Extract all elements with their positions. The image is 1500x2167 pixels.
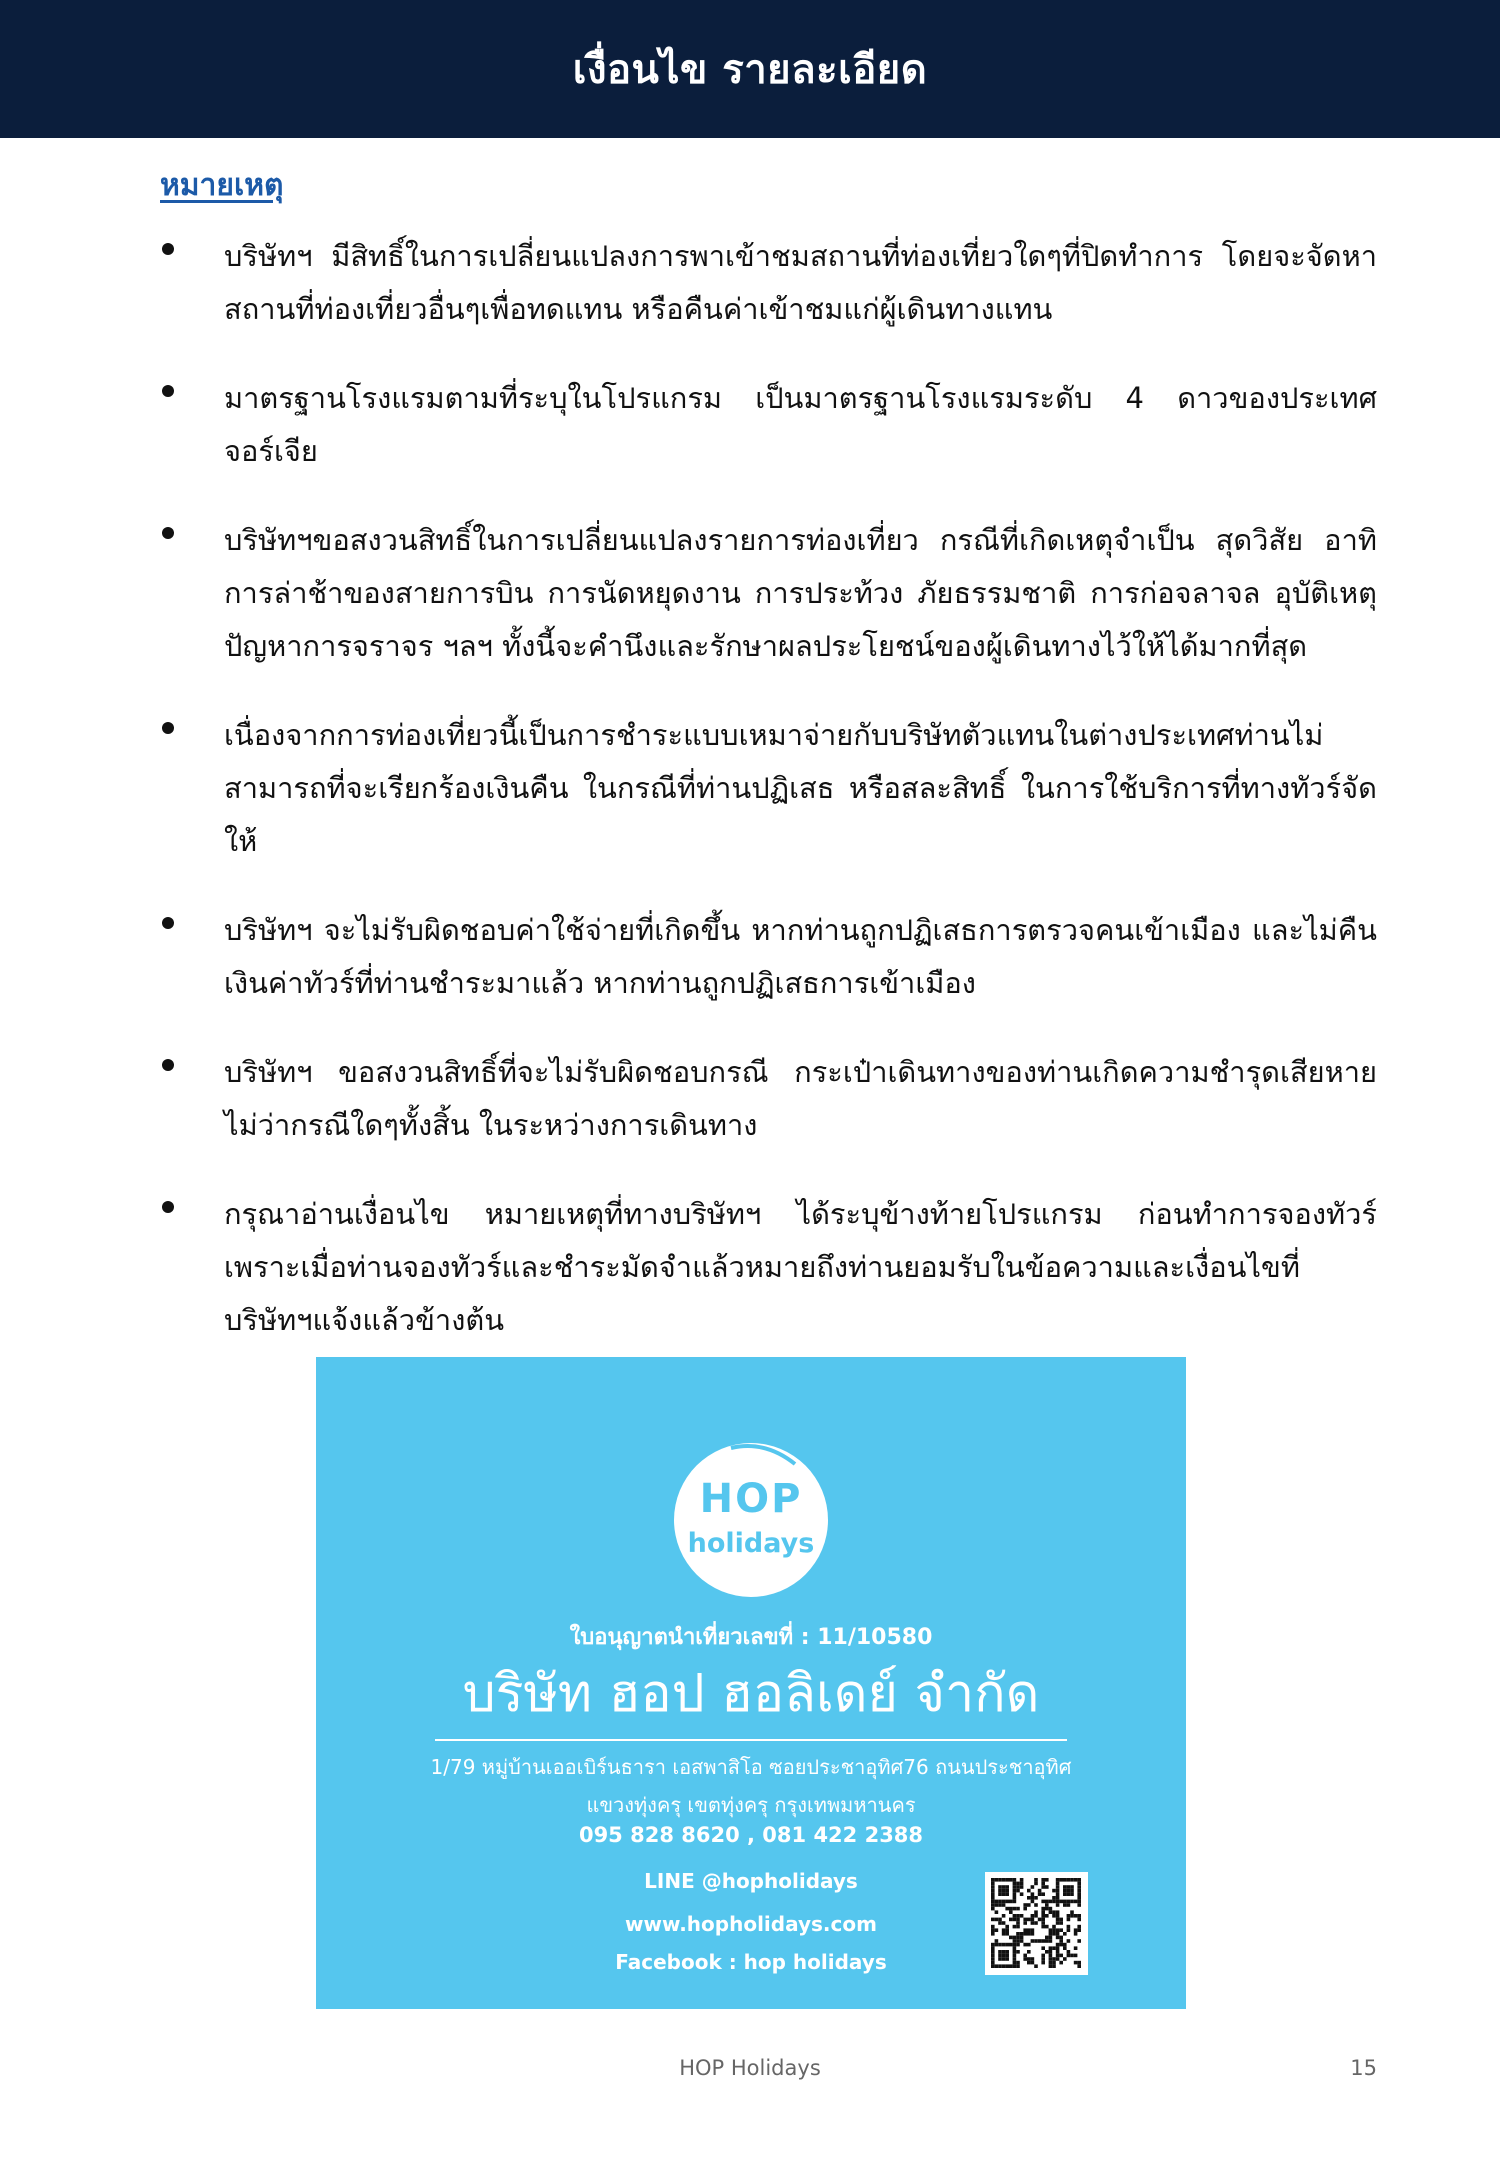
line-id: LINE @hopholidays [644,1869,858,1893]
address-line-2: แขวงทุ่งครุ เขตทุ่งครุ กรุงเทพมหานคร [586,1793,916,1817]
list-item [160,230,1377,336]
list-item [160,1188,1377,1347]
bullet-dot-icon [162,243,174,255]
list-item [160,514,1377,673]
list-item-text: บริษัทฯ จะไม่รับผิดชอบค่าใช้จ่ายที่เกิดขึ้น หากท่านถูกปฏิเสธการตรวจคนเข้าเมือง และไม่คืนเงินค่าทัวร์ที่ท่านชำระมาแล้ว หากท่านถูกปฏิเสธการเข้าเมือง [224,913,1377,1000]
list-item [160,372,1377,478]
bullet-dot-icon [162,917,174,929]
address-line-1: 1/79 หมู่บ้านเออเบิร์นธารา เอสพาสิโอ ซอยประชาอุทิศ76 ถนนประชาอุทิศ [430,1755,1072,1779]
list-item [160,1046,1377,1152]
note-list [160,230,1377,1383]
license-number: ใบอนุญาตนำเที่ยวเลขที่ : 11/10580 [569,1625,933,1650]
phone-numbers: 095 828 8620 , 081 422 2388 [578,1823,924,1847]
list-item [160,904,1377,1010]
bullet-dot-icon [162,1201,174,1213]
qr-code-icon [985,1872,1088,1975]
hop-holidays-logo [673,1442,829,1598]
list-item-text: กรุณาอ่านเงื่อนไข หมายเหตุที่ทางบริษัทฯ ได้ระบุข้างท้ายโปรแกรม ก่อนทำการจองทัวร์ เพราะเมื่อท่านจองทัวร์และชำระมัดจำแล้วหมายถึงท่านยอมรับในข้อความและเงื่อนไขที่บริษัทฯแจ้งแล้วข้างต้น [224,1197,1377,1337]
divider [435,1739,1067,1741]
logo-holidays-text: holidays [687,1528,815,1559]
bullet-dot-icon [162,527,174,539]
note-heading: หมายเหตุ [160,168,284,203]
page-title: เงื่อนไข รายละเอียด [572,47,928,93]
logo-hop-text: HOP [699,1476,803,1522]
facebook-link[interactable]: Facebook : hop holidays [615,1950,887,1974]
footer-brand: HOP Holidays [679,2056,821,2080]
bullet-dot-icon [162,385,174,397]
list-item-text: เนื่องจากการท่องเที่ยวนี้เป็นการชำระแบบเหมาจ่ายกับบริษัทตัวแทนในต่างประเทศท่านไม่สามารถที่จะเรียกร้องเงินคืน ในกรณีที่ท่านปฏิเสธ หรือสละสิทธิ์ ในการใช้บริการที่ทางทัวร์จัดให้ [224,718,1377,858]
list-item-text: มาตรฐานโรงแรมตามที่ระบุในโปรแกรม เป็นมาตรฐานโรงแรมระดับ 4 ดาวของประเทศจอร์เจีย [224,381,1377,468]
list-item-text: บริษัทฯ ขอสงวนสิทธิ์ที่จะไม่รับผิดชอบกรณี กระเป๋าเดินทางของท่านเกิดความชำรุดเสียหาย ไม่ว่ากรณีใดๆทั้งสิ้น ในระหว่างการเดินทาง [224,1055,1377,1142]
bullet-dot-icon [162,1059,174,1071]
page-header [0,0,1500,138]
website-link[interactable]: www.hopholidays.com [625,1912,877,1936]
company-name: บริษัท ฮอป ฮอลิเดย์ จำกัด [462,1664,1040,1724]
list-item-text: บริษัทฯขอสงวนสิทธิ์ในการเปลี่ยนแปลงรายการท่องเที่ยว กรณีที่เกิดเหตุจำเป็น สุดวิสัย อาทิ การล่าช้าของสายการบิน การนัดหยุดงาน การประท้วง ภัยธรรมชาติ การก่อจลาจล อุบัติเหตุ ปัญหาการจราจร ฯลฯ ทั้งนี้จะคำนึงและรักษาผลประโยชน์ของผู้เดินทางไว้ให้ได้มากที่สุด [224,523,1377,663]
list-item [160,709,1377,868]
page-number: 15 [1350,2056,1377,2080]
company-card [316,1357,1186,2009]
qr-code-image [985,1872,1088,1975]
bullet-dot-icon [162,722,174,734]
list-item-text: บริษัทฯ มีสิทธิ์ในการเปลี่ยนแปลงการพาเข้าชมสถานที่ท่องเที่ยวใดๆที่ปิดทำการ โดยจะจัดหาสถานที่ท่องเที่ยวอื่นๆเพื่อทดแทน หรือคืนค่าเข้าชมแก่ผู้เดินทางแทน [224,239,1377,326]
